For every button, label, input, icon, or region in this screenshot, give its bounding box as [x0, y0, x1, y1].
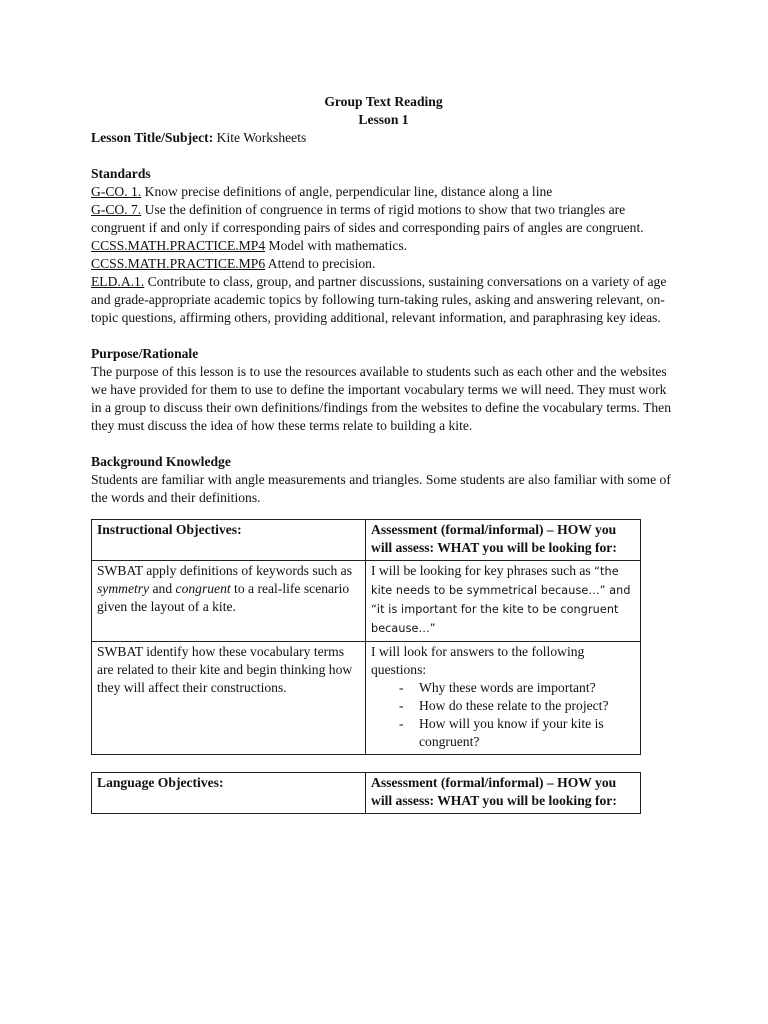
objective-cell	[92, 561, 366, 642]
assessment-cell	[366, 561, 641, 642]
table-header-row	[92, 520, 641, 561]
list-item: - How do these relate to the project?	[399, 697, 635, 715]
objective-text: to a real-life scenario given the layout of a kite.	[97, 581, 350, 614]
background-heading: Background Knowledge	[91, 454, 231, 469]
standard-item	[91, 237, 676, 255]
objective-text: and	[149, 581, 176, 596]
table-row	[92, 561, 641, 642]
lesson-number: Lesson 1	[358, 112, 409, 127]
standard-text: Know precise definitions of angle, perpendicular line, distance along a line	[141, 184, 553, 199]
assessment-cell	[366, 642, 641, 755]
list-item: - Why these words are important?	[399, 679, 635, 697]
lesson-title-line	[91, 129, 676, 147]
objective-term: symmetry	[97, 581, 150, 596]
list-item: - How will you know if your kite is congruent?	[399, 715, 635, 751]
assessment-header: Assessment (formal/informal) – HOW you will assess: WHAT you will be looking for:	[366, 773, 641, 814]
objective-cell: SWBAT identify how these vocabulary terms are related to their kite and begin thinking how they will affect their constructions.	[92, 642, 366, 755]
language-objectives-header: Language Objectives:	[92, 773, 366, 814]
assessment-text: I will be looking for key phrases such as	[371, 563, 595, 578]
standard-item	[91, 201, 676, 237]
purpose-text: The purpose of this lesson is to use the resources available to students such as each other and the websites we have provided for them to use to define the important vocabulary terms we will need. They must work in a group to discuss their own definitions/findings from the websites to define the vocabulary terms. Then they must discuss the idea of how these terms relate to building a kite.	[91, 364, 672, 433]
standard-code-link[interactable]: CCSS.MATH.PRACTICE.MP4	[91, 238, 266, 253]
standard-text: Use the definition of congruence in terms of rigid motions to show that two triangles are congruent if and only if corresponding pairs of sides and corresponding pairs of angles are congruent.	[91, 202, 644, 235]
lesson-title-label: Lesson Title/Subject:	[91, 130, 214, 145]
objective-text: SWBAT apply definitions of keywords such as	[97, 563, 352, 578]
standard-text: Model with mathematics.	[265, 238, 408, 253]
lesson-title-value: Kite Worksheets	[213, 130, 307, 145]
document-page	[91, 93, 676, 814]
standard-item	[91, 273, 676, 327]
standard-code-link[interactable]: CCSS.MATH.PRACTICE.MP6	[91, 256, 266, 271]
standard-item	[91, 255, 676, 273]
standard-code-link[interactable]: G-CO. 1.	[91, 184, 142, 199]
assessment-phrases: “the kite needs to be symmetrical because…” and “it is important for the kite to be congruent because…”	[371, 565, 631, 635]
assessment-header: Assessment (formal/informal) – HOW you will assess: WHAT you will be looking for:	[366, 520, 641, 561]
standard-code-link[interactable]: ELD.A.1.	[91, 274, 145, 289]
table-header-row	[92, 773, 641, 814]
language-objectives-table	[91, 772, 641, 814]
question-list	[371, 679, 635, 751]
document-title: Group Text Reading	[324, 94, 443, 109]
standards-heading: Standards	[91, 166, 151, 181]
standard-text: Attend to precision.	[265, 256, 376, 271]
background-text: Students are familiar with angle measurements and triangles. Some students are also familiar with some of the words and their definitions.	[91, 472, 671, 505]
standard-item	[91, 183, 676, 201]
standard-code-link[interactable]: G-CO. 7.	[91, 202, 142, 217]
standard-text: Contribute to class, group, and partner discussions, sustaining conversations on a variety of age and grade-appropriate academic topics by following turn-taking rules, asking and answering relevant, on-topic questions, affirming others, providing additional, relevant information, and paraphrasing key ideas.	[91, 274, 667, 325]
assessment-intro: I will look for answers to the following questions:	[371, 644, 585, 677]
instructional-objectives-table	[91, 519, 641, 755]
table-row	[92, 642, 641, 755]
instructional-objectives-header: Instructional Objectives:	[92, 520, 366, 561]
objective-term: congruent	[175, 581, 231, 596]
purpose-heading: Purpose/Rationale	[91, 346, 199, 361]
